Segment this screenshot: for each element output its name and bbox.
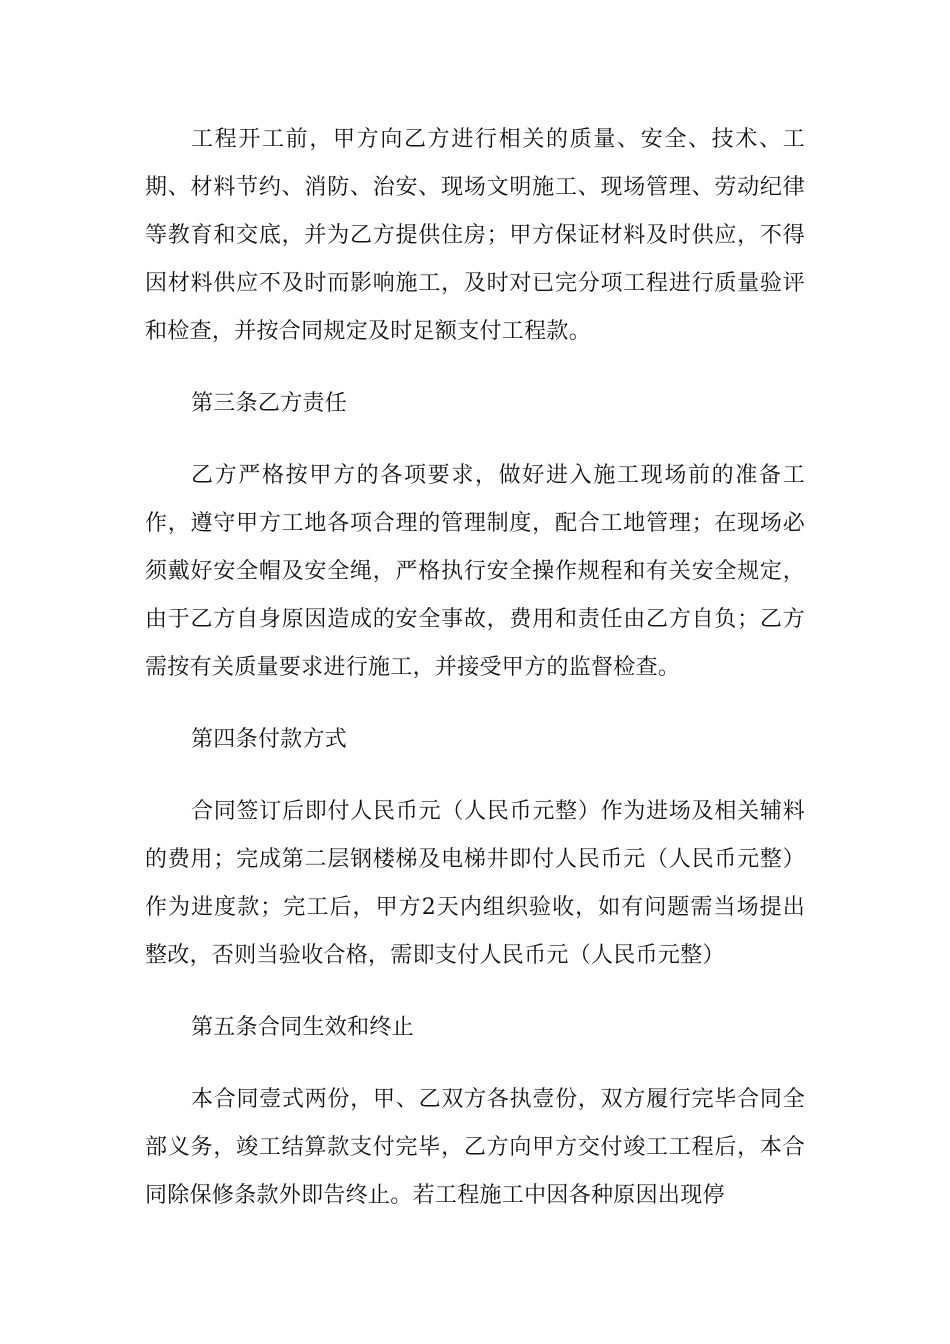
paragraph-party-b-responsibilities: 乙方严格按甲方的各项要求，做好进入施工现场前的准备工作，遵守甲方工地各项合理的管理制度，配合工地管理；在现场必须戴好安全帽及安全绳，严格执行安全操作规程和有关安全规定，由于乙方自身原因造成的安全事故，费用和责任由乙方自负；乙方需按有关质量要求进行施工，并接受甲方的监督检查。 (145, 463, 805, 680)
article-3-heading: 第三条乙方责任 (191, 391, 348, 416)
paragraph-contract-effect-termination: 本合同壹式两份，甲、乙双方各执壹份，双方履行完毕合同全部义务，竣工结算款支付完毕，乙方向甲方交付竣工工程后，本合同除保修条款外即告终止。若工程施工中因各种原因出现停 (145, 1087, 805, 1208)
paragraph-payment-terms: 合同签订后即付人民币元（人民币元整）作为进场及相关辅料的费用；完成第二层钢楼梯及电梯井即付人民币元（人民币元整）作为进度款；完工后，甲方2天内组织验收，如有问题需当场提出整改，否则当验收合格，需即支付人民币元（人民币元整） (145, 799, 805, 968)
article-5-heading: 第五条合同生效和终止 (191, 1015, 415, 1040)
paragraph-party-a-obligations: 工程开工前，甲方向乙方进行相关的质量、安全、技术、工期、材料节约、消防、治安、现场文明施工、现场管理、劳动纪律等教育和交底，并为乙方提供住房；甲方保证材料及时供应，不得因材料供应不及时而影响施工，及时对已完分项工程进行质量验评和检查，并按合同规定及时足额支付工程款。 (145, 127, 805, 344)
document-body (145, 116, 805, 1244)
article-4-heading: 第四条付款方式 (191, 727, 348, 752)
